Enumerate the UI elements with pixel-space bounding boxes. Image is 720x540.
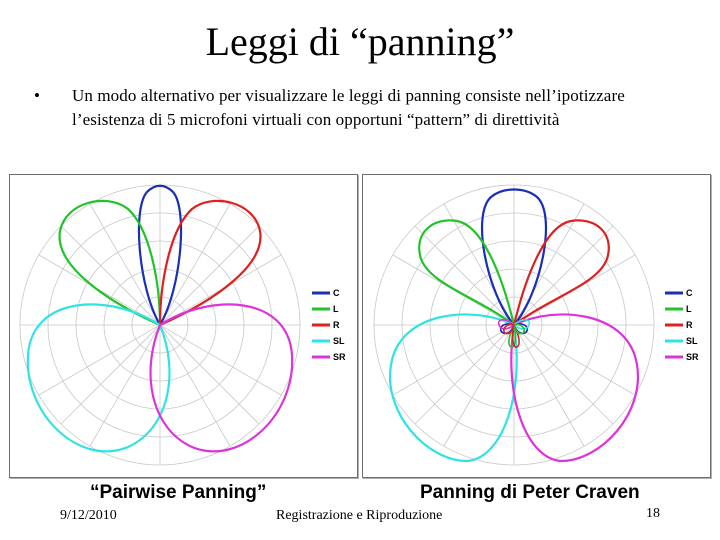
bullet-text: Un modo alternativo per visualizzare le leggi di panning consiste nell’ipotizzare l’esistenza di 5 microfoni virtuali con opportuni “pattern” di direttività bbox=[72, 86, 625, 129]
legend-item-r bbox=[665, 320, 693, 330]
polar-plot-pairwise-svg bbox=[10, 175, 357, 477]
legend-item-c bbox=[312, 288, 340, 298]
legend-label-r: R bbox=[333, 320, 340, 330]
lobe-sl bbox=[28, 304, 170, 451]
lobe-sr bbox=[150, 304, 292, 451]
legend-label-sl: SL bbox=[686, 336, 698, 346]
bullet-item bbox=[34, 84, 694, 132]
page-number: 18 bbox=[646, 506, 660, 521]
legend-item-sr bbox=[312, 352, 346, 362]
legend-item-l bbox=[312, 304, 339, 314]
legend-label-r: R bbox=[686, 320, 693, 330]
footer-date: 9/12/2010 bbox=[60, 508, 117, 523]
lobe-r bbox=[514, 220, 609, 325]
legend-item-sr bbox=[665, 352, 699, 362]
legend-item-l bbox=[665, 304, 692, 314]
polar-plot-pairwise bbox=[9, 174, 358, 478]
legend-label-c: C bbox=[333, 288, 340, 298]
legend bbox=[665, 288, 699, 362]
polar-plot-craven bbox=[362, 174, 711, 478]
lobe-sr bbox=[511, 314, 638, 461]
legend-item-c bbox=[665, 288, 693, 298]
legend-label-sl: SL bbox=[333, 336, 345, 346]
legend-label-l: L bbox=[333, 304, 339, 314]
legend-item-r bbox=[312, 320, 340, 330]
legend bbox=[312, 288, 346, 362]
bullet-symbol: • bbox=[34, 86, 40, 105]
legend-label-l: L bbox=[686, 304, 692, 314]
caption-pairwise: “Pairwise Panning” bbox=[90, 482, 267, 503]
legend-label-sr: SR bbox=[333, 352, 346, 362]
legend-item-sl bbox=[665, 336, 698, 346]
legend-item-sl bbox=[312, 336, 345, 346]
legend-label-sr: SR bbox=[686, 352, 699, 362]
lobe-l bbox=[419, 220, 514, 325]
caption-craven: Panning di Peter Craven bbox=[420, 482, 640, 503]
polar-plot-craven-svg bbox=[363, 175, 710, 477]
slide-title: Leggi di “panning” bbox=[205, 19, 515, 64]
legend-label-c: C bbox=[686, 288, 693, 298]
footer-course: Registrazione e Riproduzione bbox=[276, 508, 443, 523]
lobe-sl bbox=[390, 314, 517, 461]
